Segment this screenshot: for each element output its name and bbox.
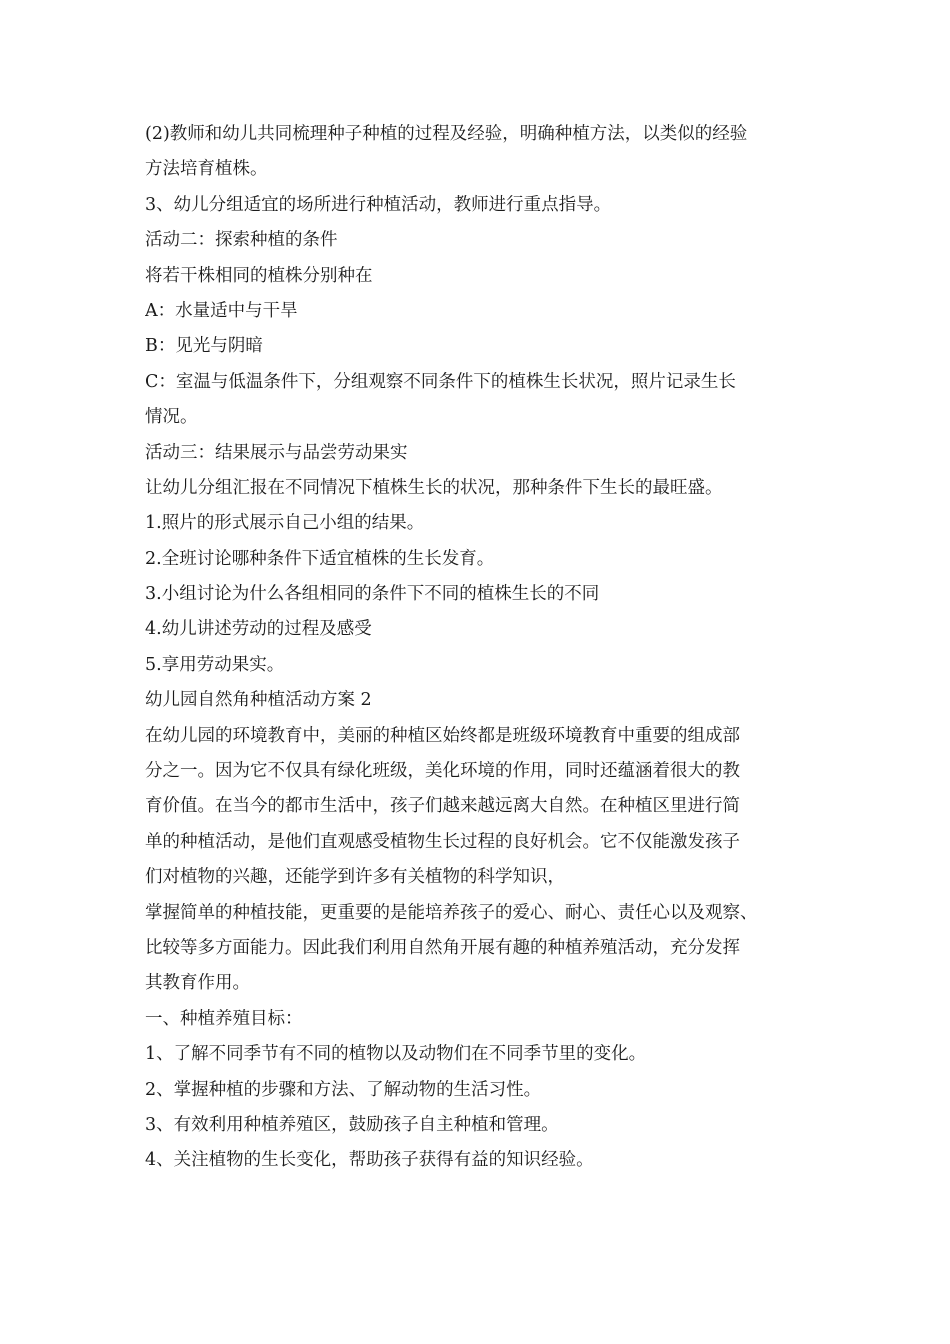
text-line: 方法培育植株。	[145, 159, 268, 180]
text-line: 比较等多方面能力。因此我们利用自然角开展有趣的种植养殖活动，充分发挥	[145, 937, 740, 958]
list-item: 3、有效利用种植养殖区，鼓励孩子自主种植和管理。	[145, 1114, 559, 1135]
list-item: A：水量适中与干旱	[145, 300, 298, 321]
text-line: 育价值。在当今的都市生活中，孩子们越来越远离大自然。在种植区里进行简	[145, 796, 740, 817]
list-item: 3.小组讨论为什么各组相同的条件下不同的植株生长的不同	[145, 584, 600, 605]
section-heading: 活动二：探索种植的条件	[145, 230, 338, 251]
text-line: 让幼儿分组汇报在不同情况下植株生长的状况，那种条件下生长的最旺盛。	[145, 477, 723, 498]
list-item: 1.照片的形式展示自己小组的结果。	[145, 513, 425, 534]
list-item: 1、了解不同季节有不同的植物以及动物们在不同季节里的变化。	[145, 1044, 647, 1065]
text-line: 其教育作用。	[145, 973, 250, 994]
section-heading: 一、种植养殖目标：	[145, 1008, 303, 1029]
list-item: 2.全班讨论哪种条件下适宜植株的生长发育。	[145, 548, 495, 569]
list-item: 4.幼儿讲述劳动的过程及感受	[145, 619, 372, 640]
text-line: 3、幼儿分组适宜的场所进行种植活动，教师进行重点指导。	[145, 194, 612, 215]
text-line: 将若干株相同的植株分别种在	[145, 265, 373, 286]
list-item: C：室温与低温条件下，分组观察不同条件下的植株生长状况，照片记录生长	[145, 371, 736, 392]
document-title: 幼儿园自然角种植活动方案 2	[145, 690, 372, 711]
text-line: (2)教师和幼儿共同梳理种子种植的过程及经验，明确种植方法，以类似的经验	[145, 124, 748, 144]
text-line: 们对植物的兴趣，还能学到许多有关植物的科学知识，	[145, 867, 565, 888]
list-item: B：见光与阴暗	[145, 336, 263, 357]
section-heading: 活动三：结果展示与品尝劳动果实	[145, 442, 408, 463]
text-line: 单的种植活动，是他们直观感受植物生长过程的良好机会。它不仅能激发孩子	[145, 831, 740, 852]
text-line: 在幼儿园的环境教育中，美丽的种植区始终都是班级环境教育中重要的组成部	[145, 725, 740, 746]
list-item: 5.享用劳动果实。	[145, 654, 285, 675]
list-item: 4、关注植物的生长变化，帮助孩子获得有益的知识经验。	[145, 1150, 594, 1171]
text-line: 掌握简单的种植技能，更重要的是能培养孩子的爱心、耐心、责任心以及观察、	[145, 902, 758, 923]
text-line: 分之一。因为它不仅具有绿化班级，美化环境的作用，同时还蕴涵着很大的教	[145, 761, 740, 782]
list-item: 2、掌握种植的步骤和方法、了解动物的生活习性。	[145, 1079, 542, 1100]
document-body	[145, 117, 835, 1179]
text-line: 情况。	[145, 407, 198, 428]
